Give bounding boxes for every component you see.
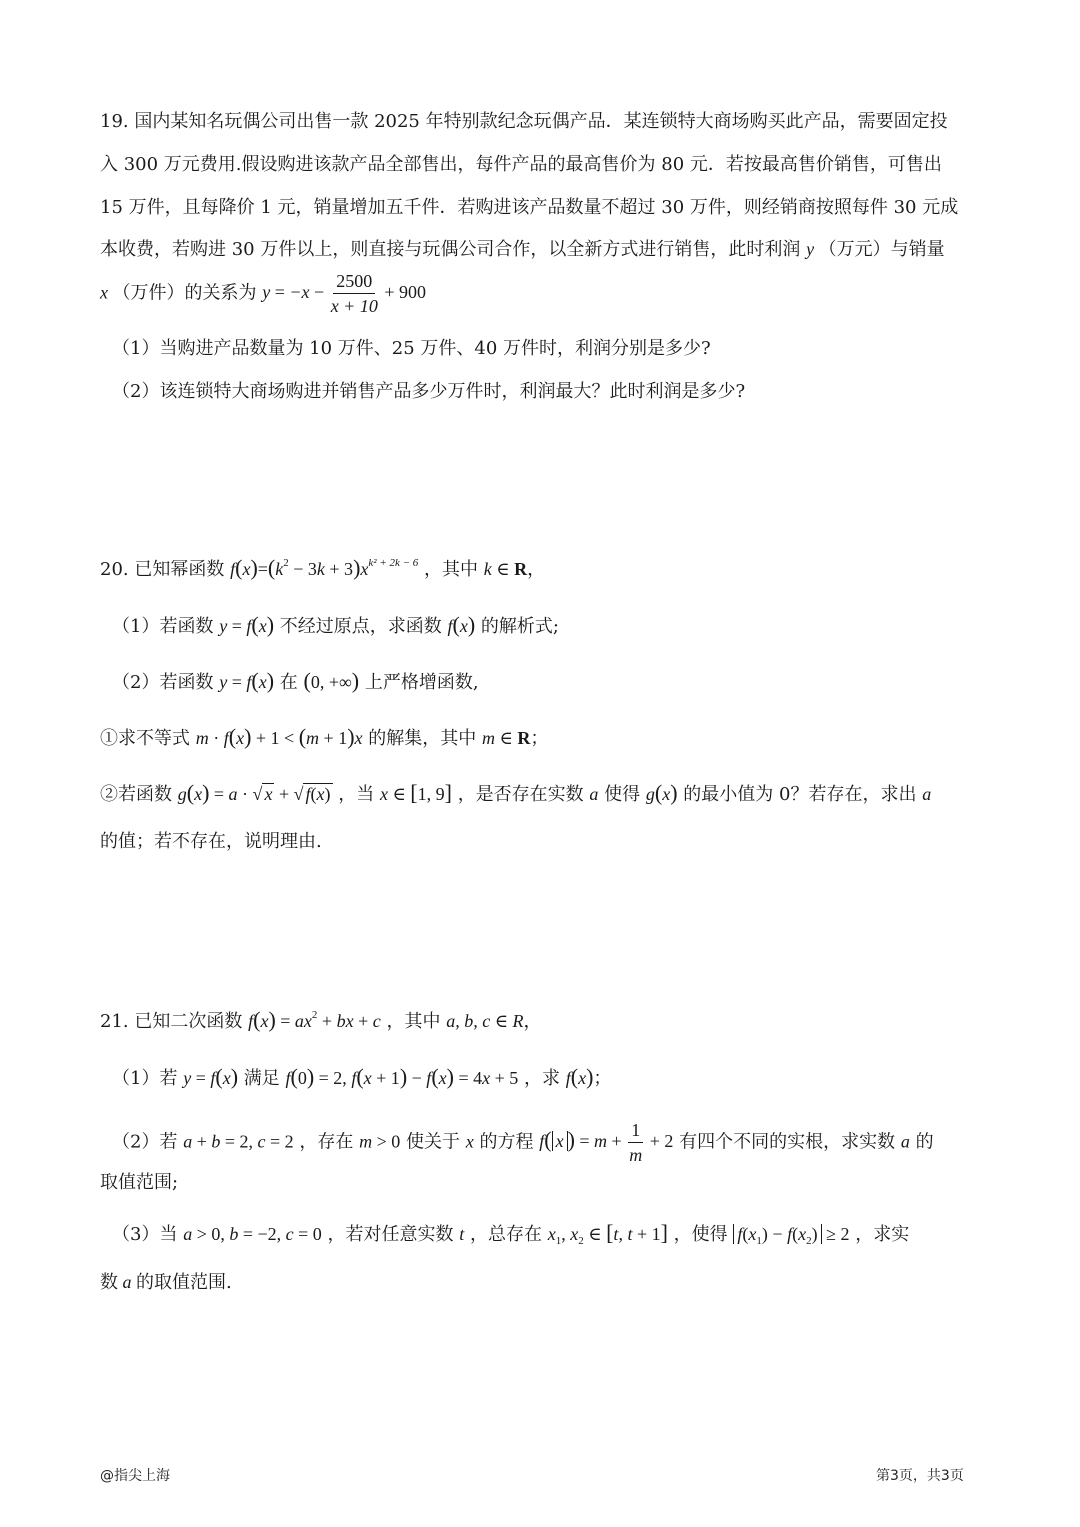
math-m-positive: m > 0 (359, 1131, 401, 1152)
footer-source: @指尖上海 (100, 1468, 170, 1484)
q21-intro-text: 21. 已知二次函数 (100, 1011, 243, 1032)
q21-part-3 (112, 1222, 909, 1247)
footer-page-number: 第3页，共3页 (876, 1468, 964, 1484)
q21-part-2-text-a: （2）若 (112, 1131, 178, 1153)
q21-part-3-cont (100, 1273, 232, 1292)
math-a: a (118, 1272, 136, 1292)
q19-line-3: 15 万件，且每降价 1 元，销量增加五千件．若购进该产品数量不超过 30 万件，则经销商按照每件 30 元成 (100, 197, 959, 218)
math-a: a (589, 784, 599, 804)
math-gx: g(x) (645, 780, 678, 805)
q20-sub-2-text-b: ，当 (338, 784, 375, 805)
q20-intro: 20. 已知幂函数 $f(x)=(k^2 - 3k + 3)x^{k^2 + 2k - 6}$ ，其中 k ∈ R， (100, 555, 546, 580)
math-y-eq-fx: y = f(x) (183, 1064, 239, 1089)
fraction-numerator: 2500 (333, 272, 375, 294)
m-in-R: m ∈ R (482, 728, 531, 748)
one-over-m: $\frac{1}{m}$ (629, 1120, 643, 1165)
q19-line-4-tail: （万元）与销量 (818, 239, 945, 260)
q20-part-2-text-b: 在 (279, 672, 298, 693)
q20-part-1-text-b: 不经过原点，求函数 (279, 616, 442, 637)
q20-intro-tail: ，其中 (424, 559, 479, 580)
q20-part-2 (112, 670, 479, 692)
math-x: x (465, 1131, 474, 1152)
math-params: a > 0, b = −2, c = 0 (183, 1224, 322, 1244)
q19-line-2: 入 300 万元费用.假设购进该款产品全部售出，每件产品的最高售价为 80 元．若按最高售价销售，可售出 (100, 154, 942, 175)
q20-sub-2-text-e: 的最小值为 0？若存在，求出 (683, 784, 917, 805)
quadratic-formula: $f(x) = ax^2$ + bx + c (248, 1007, 381, 1032)
math-y-eq-fx: y = f(x) (219, 612, 275, 637)
q21-part-3-text-e: ，求实 (855, 1224, 910, 1245)
profit-formula: y = −x − $\frac{2500}{x + 10}$ + 900 (262, 271, 426, 316)
math-inequality: m · f(x) + 1 < (m + 1)x (195, 724, 363, 749)
q21-part-3-text-c: ，总存在 (470, 1224, 543, 1245)
q19-line-1: 19. 国内某知名玩偶公司出售一款 2025 年特别款纪念玩偶产品．某连锁特大商场购买此产品，需要固定投 (100, 111, 948, 132)
q20-part-2-text-a: （2）若函数 (112, 672, 214, 693)
q20-part-1-text-a: （1）若函数 (112, 616, 214, 637)
q21-part-2-text-f: 的 (915, 1131, 934, 1153)
math-ab-condition: a + b = 2, c = 2 (183, 1131, 294, 1152)
q20-sub-1-text-a: ①求不等式 (100, 728, 190, 749)
q21-part-2-cont: 取值范围; (100, 1172, 179, 1193)
math-equation: f( x ) = m + $\frac{1}{m}$ + 2 (539, 1120, 674, 1165)
q21-part-1-text-c: ，求 (524, 1068, 561, 1089)
math-g-definition: g(x) = a · √ x + √ f(x) (177, 780, 331, 805)
q20-part-1 (112, 614, 559, 636)
q21-part-3-text-g: 的取值范围. (136, 1272, 232, 1293)
q21-part-3-text-b: ，若对任意实数 (327, 1224, 454, 1245)
q21-part-3-text-f: 数 (100, 1272, 118, 1293)
formula-fraction (331, 272, 378, 315)
fraction-denominator: x + 10 (330, 296, 378, 316)
q21-intro-tail: ，其中 (386, 1011, 441, 1032)
math-interval: (0, +∞) (303, 668, 360, 693)
math-a: a (922, 784, 932, 804)
q20-sub-2-text-c: ，是否存在实数 (457, 784, 584, 805)
q21-part-2-text-e: 有四个不同的实根，求实数 (679, 1131, 896, 1153)
math-conditions: f(0) = 2, f(x + 1) − f(x) = 4x + 5 (285, 1064, 519, 1089)
math-y-eq-fx: y = f(x) (219, 668, 275, 693)
q19-formula-line (100, 272, 426, 315)
q20-part-1-text-c: 的解析式; (480, 616, 559, 637)
q21-part-2 (112, 1121, 934, 1164)
math-abs-inequality: $f(x_1) - f(x_2) \ge 2$ (733, 1224, 849, 1244)
power-function-formula: $f(x)=(k^2 - 3k + 3)x^{k^2 + 2k - 6}$ (230, 555, 419, 580)
q20-sub-1: ①求不等式 m · f(x) + 1 < (m + 1)x 的解集，其中 m ∈ R； (100, 724, 549, 749)
math-y: y (806, 239, 819, 259)
q19-part-2: （2）该连锁特大商场购进并销售产品多少万件时，利润最大？此时利润是多少? (112, 381, 746, 402)
q19-line-4 (100, 240, 945, 259)
q21-part-1-text-b: 满足 (243, 1068, 280, 1089)
q19-relation-label: （万件）的关系为 (112, 282, 257, 304)
math-t: t (459, 1224, 465, 1244)
q21-part-3-text-a: （3）当 (112, 1224, 178, 1245)
q21-part-1: （1）若 y = f(x) 满足 f(0) = 2, f(x + 1) − f(x) = 4x + 5 ，求 f(x)； (112, 1064, 612, 1089)
q20-intro-text: 20. 已知幂函数 (100, 559, 225, 580)
q20-sub-2-cont: 的值；若不存在，说明理由. (100, 831, 322, 852)
k-in-R: k ∈ R (483, 559, 528, 579)
q19-part-1: （1）当购进产品数量为 10 万件、25 万件、40 万件时，利润分别是多少? (112, 338, 711, 359)
math-x1x2-interval: $x_1$, $x_2$ ∈ [t, t + 1] (547, 1220, 668, 1247)
q20-sub-1-text-b: 的解集，其中 (368, 728, 477, 749)
math-x-domain: x ∈ [1, 9] (379, 780, 452, 805)
q20-sub-2-text-d: 使得 (604, 784, 641, 805)
q21-part-1-text-a: （1）若 (112, 1068, 178, 1089)
q20-sub-2 (100, 782, 931, 804)
abc-in-R: a, b, c ∈ R (446, 1011, 524, 1031)
q21-part-2-text-b: ，存在 (299, 1131, 354, 1153)
math-fx: f(x) (447, 612, 476, 637)
q20-part-2-text-c: 上严格增函数, (364, 672, 479, 693)
q21-intro: 21. 已知二次函数 $f(x) = ax^2$ + bx + c ，其中 a, b, c ∈ R， (100, 1007, 542, 1032)
q21-part-2-text-d: 的方程 (479, 1131, 534, 1153)
q21-part-2-text-c: 使关于 (406, 1131, 461, 1153)
q21-part-3-text-d: ，使得 (673, 1224, 728, 1245)
math-fx: f(x) (565, 1064, 594, 1089)
math-a: a (900, 1131, 910, 1152)
math-x: x (100, 282, 113, 303)
q19-line-4-text: 本收费，若购进 30 万件以上，则直接与玩偶公司合作，以全新方式进行销售，此时利润 (100, 239, 801, 260)
q20-sub-2-text-a: ②若函数 (100, 784, 172, 805)
